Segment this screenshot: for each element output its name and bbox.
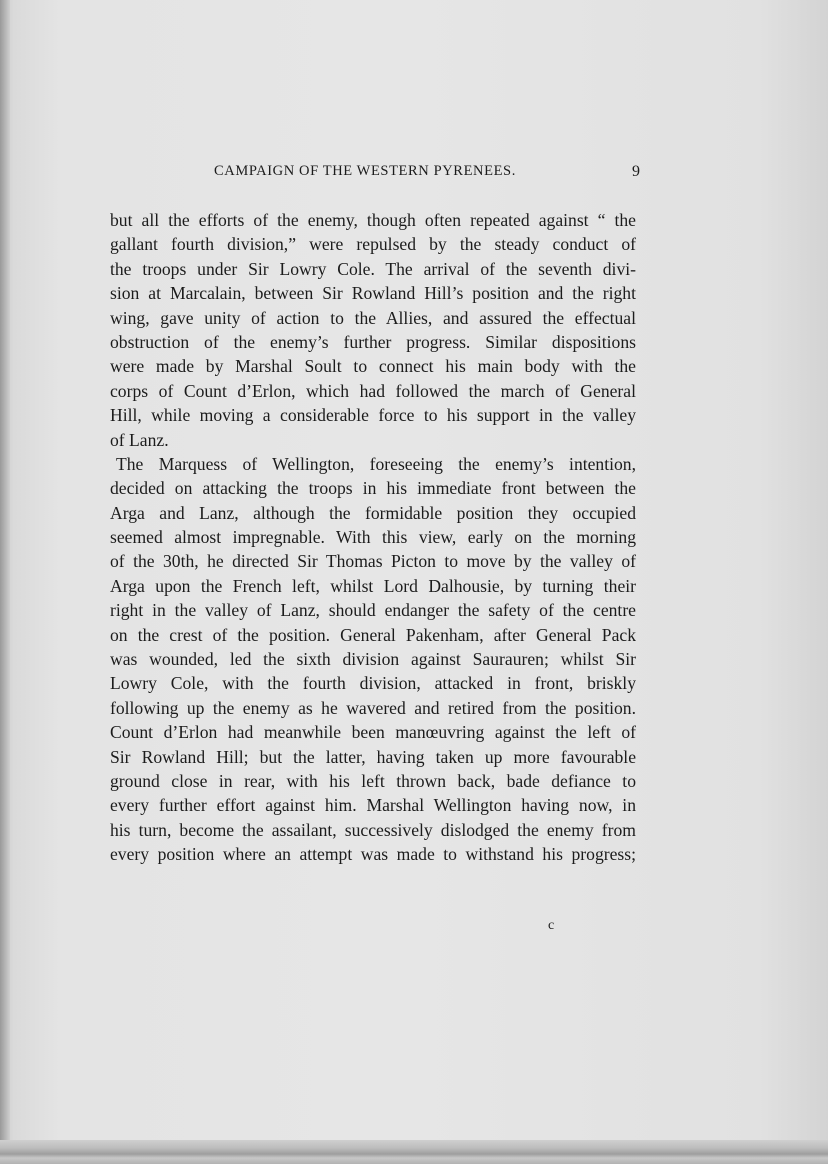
text-line: was wounded, led the sixth division against Saurauren; whilst Sir — [110, 649, 636, 670]
text-line: right in the valley of Lanz, should endanger the safety of the centre — [110, 600, 636, 621]
text-line: of the 30th, he directed Sir Thomas Picton to move by the valley of — [110, 551, 636, 572]
text-line: Lowry Cole, with the fourth division, attacked in front, briskly — [110, 673, 636, 694]
text-line: his turn, become the assailant, successively dislodged the enemy from — [110, 819, 636, 840]
text-line: obstruction of the enemy’s further progress. Similar dispositions — [110, 331, 636, 352]
text-line: the troops under Sir Lowry Cole. The arrival of the seventh divi- — [110, 258, 636, 279]
running-head — [110, 163, 640, 187]
text-line: following up the enemy as he wavered and retired from the position. — [110, 697, 636, 718]
binding-shadow — [0, 0, 10, 1164]
text-line: every position where an attempt was made to withstand his progress; — [110, 844, 636, 865]
text-line: wing, gave unity of action to the Allies, and assured the effectual — [110, 307, 636, 328]
text-line: every further effort against him. Marshal Wellington having now, in — [110, 795, 636, 816]
text-line: were made by Marshal Soult to connect his main body with the — [110, 356, 636, 377]
running-title: CAMPAIGN OF THE WESTERN PYRENEES. — [214, 163, 516, 179]
text-line: gallant fourth division,” were repulsed by the steady conduct of — [110, 234, 636, 255]
text-line: sion at Marcalain, between Sir Rowland Hill’s position and the right — [110, 283, 636, 304]
text-line: Count d’Erlon had meanwhile been manœuvring against the left of — [110, 722, 636, 743]
text-line: Arga and Lanz, although the formidable position they occupied — [110, 502, 636, 523]
text-line: decided on attacking the troops in his immediate front between the — [110, 478, 636, 499]
page-bottom-edge — [0, 1140, 828, 1164]
text-line: on the crest of the position. General Pakenham, after General Pack — [110, 624, 636, 645]
page-number: 9 — [632, 163, 640, 180]
text-line: The Marquess of Wellington, foreseeing the enemy’s intention, — [116, 453, 636, 474]
text-line: Hill, while moving a considerable force to his support in the valley — [110, 405, 636, 426]
text-line: Arga upon the French left, whilst Lord Dalhousie, by turning their — [110, 575, 636, 596]
body-text — [110, 208, 636, 867]
text-line: of Lanz. — [110, 429, 169, 450]
text-line: ground close in rear, with his left thrown back, bade defiance to — [110, 770, 636, 791]
text-line: Sir Rowland Hill; but the latter, having taken up more favourable — [110, 746, 636, 767]
text-line: but all the efforts of the enemy, though often repeated against “ the — [110, 210, 636, 230]
text-line: corps of Count d’Erlon, which had followed the march of General — [110, 380, 636, 401]
signature-mark: c — [548, 918, 555, 933]
text-line: seemed almost impregnable. With this view, early on the morning — [110, 527, 636, 548]
